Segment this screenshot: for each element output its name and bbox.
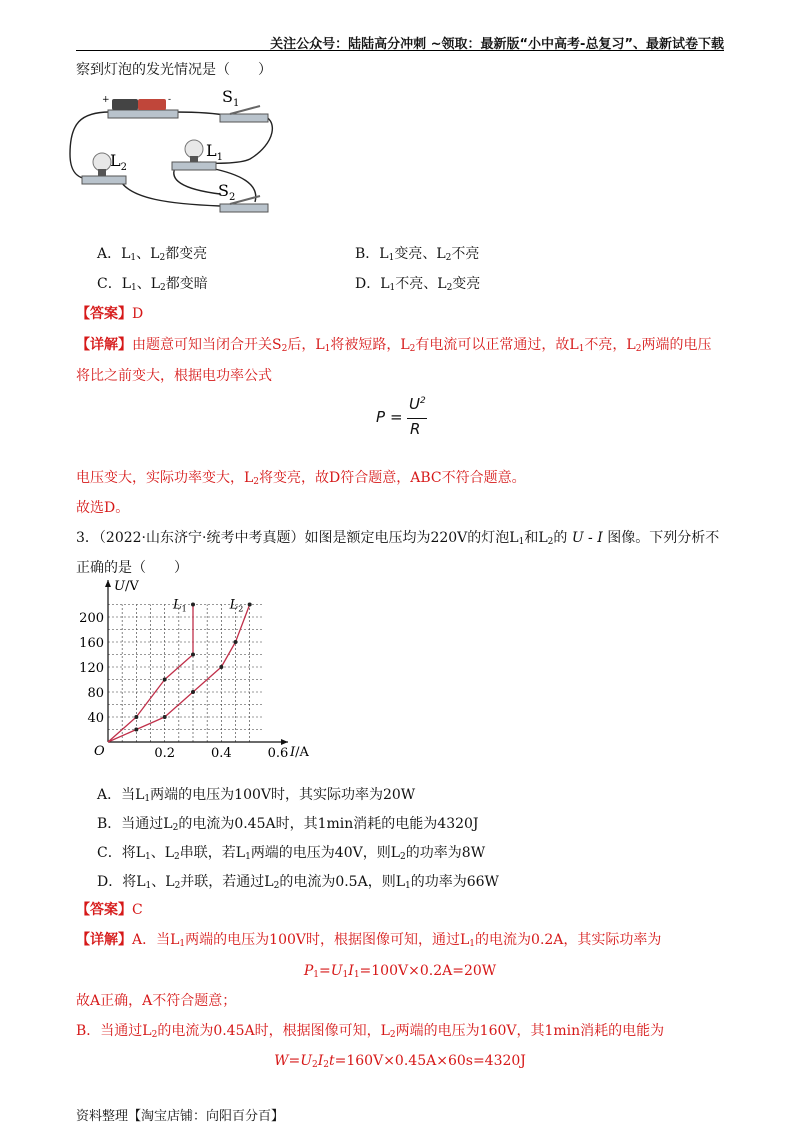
- data-point: [134, 715, 138, 719]
- q3-stem-line1: 3．（2022·山东济宁·统考中考真题）如图是额定电压均为220V的灯泡$L_1$和$L_2$的 U - I 图像。下列分析不: [76, 530, 720, 547]
- y-tick-label: 200: [79, 611, 104, 626]
- data-point: [219, 665, 223, 669]
- bulb-l2: [93, 153, 111, 171]
- switch-s1-base: [220, 114, 268, 122]
- q3-option-c: C．将$L_1$、$L_2$串联，若$L_1$两端的电压为40V，则$L_2$的功率为8W: [97, 845, 486, 862]
- switch-s2-base: [220, 204, 268, 212]
- q2-stem-tail: 察到灯泡的发光情况是（ ）: [76, 62, 272, 78]
- fraction-bar: [407, 418, 427, 419]
- circuit-diagram: [70, 84, 280, 224]
- q3-equation-a: $P_1=U_1I_1=100V\times 0.2A=20W$: [303, 963, 497, 980]
- q2-option-c: C．$L_1$、$L_2$都变暗: [97, 276, 208, 293]
- y-tick-label: 160: [79, 636, 104, 651]
- y-tick-label: 80: [87, 686, 104, 701]
- q3-answer: 【答案】C: [76, 902, 143, 918]
- battery-cell: [138, 99, 166, 110]
- l2-label: $L_2$: [110, 151, 127, 173]
- q3-detail-a: 【详解】A．当$L_1$两端的电压为100V时，根据图像可知，通过$L_1$的电流为0.2A，其实际功率为: [76, 932, 662, 949]
- bulb-l1: [185, 140, 203, 158]
- y-axis-arrow: [105, 580, 111, 587]
- s2-label: $S_2$: [218, 181, 236, 203]
- origin-label: O: [94, 744, 105, 759]
- q3-detail-b: B．当通过$L_2$的电流为0.45A时，根据图像可知，$L_2$两端的电压为160V，其1min消耗的电能为: [76, 1023, 665, 1040]
- q3-detail-a-conclusion: 故A正确，A不符合题意；: [76, 993, 237, 1009]
- battery-plus-label: +: [102, 95, 110, 105]
- wire: [174, 168, 220, 194]
- data-point: [248, 603, 252, 607]
- header-divider: [76, 50, 724, 51]
- l1-label: $L_1$: [206, 141, 223, 163]
- battery-cell: [112, 99, 138, 110]
- y-axis-label: U/V: [114, 579, 139, 594]
- data-point: [191, 603, 195, 607]
- power-formula: P = $U^2$ R: [376, 395, 426, 438]
- x-tick-label: 0.6: [267, 746, 289, 761]
- page-footer: 资料整理【淘宝店铺：向阳百分百】: [76, 1109, 285, 1124]
- data-point: [234, 640, 238, 644]
- series-label-l1: $L_1$: [173, 597, 187, 614]
- q2-option-d: D．$L_1$不亮、$L_2$变亮: [355, 276, 481, 293]
- q2-detail-line3: 电压变大，实际功率变大，$L_2$将变亮，故D符合题意，ABC不符合题意。: [76, 470, 526, 487]
- x-tick-label: 0.2: [154, 746, 176, 761]
- series-label-l2: $L_2$: [229, 597, 244, 614]
- s1-label: $S_1$: [222, 87, 240, 109]
- wire: [120, 180, 220, 206]
- q3-option-b: B．当通过$L_2$的电流为0.45A时，其1min消耗的电能为4320J: [97, 816, 479, 833]
- q3-option-a: A．当$L_1$两端的电压为100V时，其实际功率为20W: [97, 787, 416, 804]
- battery-minus-label: -: [168, 95, 172, 105]
- y-tick-label: 40: [87, 711, 104, 726]
- q2-option-b: B．$L_1$变亮、$L_2$不亮: [355, 246, 480, 263]
- y-tick-label: 120: [79, 661, 104, 676]
- page-header: 关注公众号：陆陆高分冲刺 ~领取：最新版“小中高考-总复习”、最新试卷下载: [270, 37, 724, 52]
- q2-answer: 【答案】D: [76, 306, 144, 322]
- battery-base: [108, 110, 178, 118]
- q2-conclusion: 故选D。: [76, 500, 130, 516]
- q3-stem-line2: 正确的是（ ）: [76, 560, 188, 576]
- q2-option-a: A．$L_1$、$L_2$都变亮: [97, 246, 208, 263]
- data-point: [163, 715, 167, 719]
- data-point: [134, 728, 138, 732]
- x-tick-label: 0.4: [210, 746, 232, 761]
- q2-detail-line2: 将比之前变大，根据电功率公式: [76, 368, 272, 384]
- x-axis-arrow: [281, 739, 288, 745]
- u-i-chart: [79, 579, 309, 762]
- bulb-l1-base: [172, 162, 216, 170]
- bulb-l2-base: [82, 176, 126, 184]
- q3-equation-b: $W=U_2I_2t=160V\times 0.45A\times 60s=4320J$: [274, 1053, 526, 1070]
- q3-option-d: D．将$L_1$、$L_2$并联，若通过$L_2$的电流为0.5A，则$L_1$的功率为66W: [97, 874, 499, 891]
- data-point: [191, 690, 195, 694]
- x-axis-label: I/A: [290, 745, 309, 760]
- data-point: [163, 678, 167, 682]
- data-point: [191, 653, 195, 657]
- q2-detail-line1: 【详解】由题意可知当闭合开关$S_2$后，$L_1$将被短路，$L_2$有电流可以正常通过，故$L_1$不亮，$L_2$两端的电压: [76, 337, 712, 354]
